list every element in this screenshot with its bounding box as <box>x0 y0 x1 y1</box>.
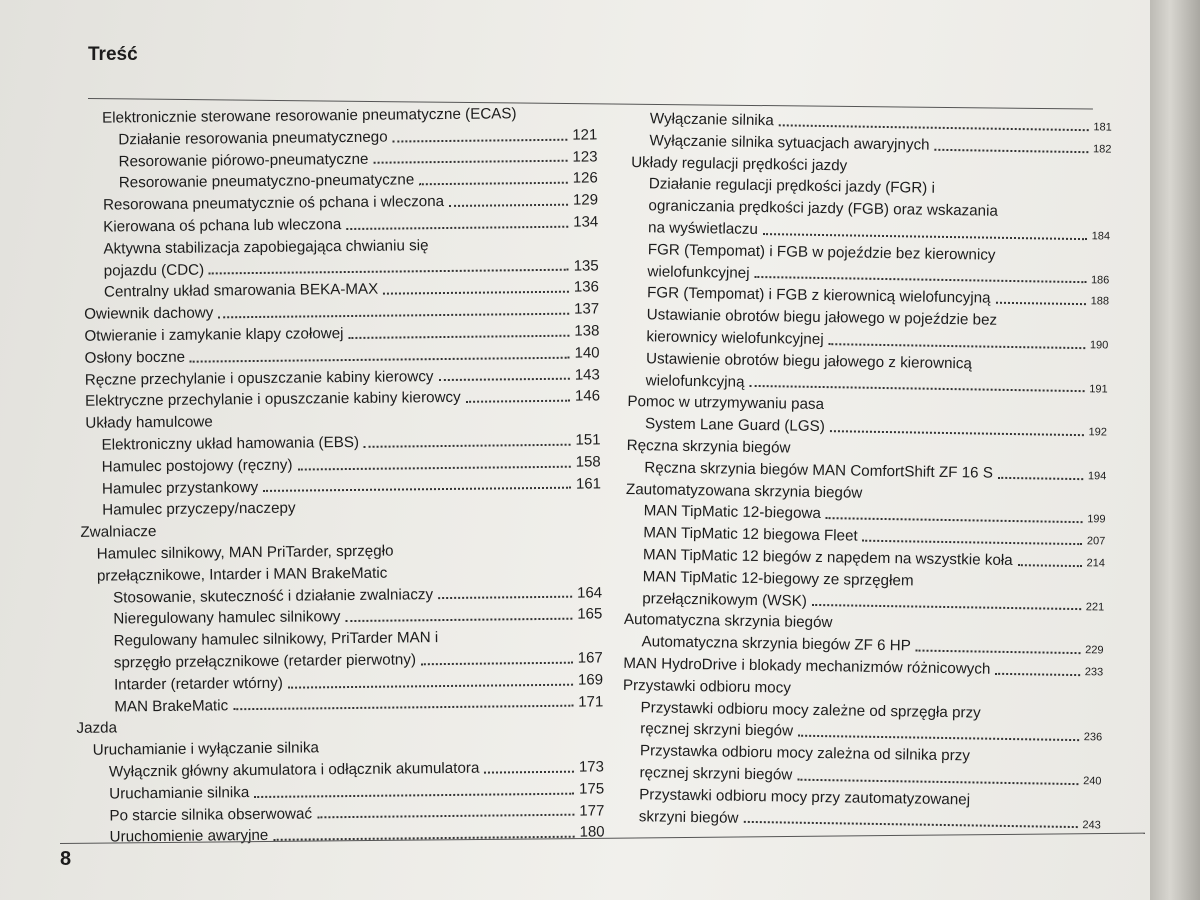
toc-dot-leader <box>218 313 569 319</box>
toc-entry-title: Uruchomienie awaryjne <box>109 827 269 846</box>
toc-dot-leader <box>288 683 573 688</box>
toc-entry-title: Stosowanie, skuteczność i działanie zwalniaczy <box>113 585 434 607</box>
toc-page-number: 137 <box>574 300 600 318</box>
toc-dot-leader <box>863 540 1082 545</box>
toc-entry-title: Przystawka odbioru mocy zależna od silnika przy <box>639 742 971 765</box>
toc-entry-title: Działanie resorowania pneumatycznego <box>118 128 388 149</box>
toc-entry-title: na wyświetlaczu <box>647 219 758 238</box>
toc-page-number: 151 <box>575 431 601 449</box>
toc-dot-leader <box>826 517 1082 523</box>
toc-page-number: 126 <box>572 169 598 188</box>
toc-page-number: 134 <box>573 213 599 231</box>
toc-dot-leader <box>438 596 572 599</box>
toc-page-number: 184 <box>1091 230 1111 243</box>
toc-dot-leader <box>797 778 1078 784</box>
toc-entry-title: MAN HydroDrive i blokady mechanizmów różnicowych <box>623 654 991 678</box>
toc-dot-leader <box>345 618 572 622</box>
toc-entry-title: ręcznej skrzyni biegów <box>639 764 793 784</box>
toc-page-number: 229 <box>1085 644 1104 657</box>
toc-page-number: 236 <box>1083 731 1103 744</box>
toc-page-number: 143 <box>574 365 600 384</box>
toc-entry-title: MAN TipMatic 12-biegowy ze sprzęgłem <box>642 567 914 590</box>
toc-dot-leader <box>749 385 1084 392</box>
toc-dot-leader <box>754 276 1085 283</box>
toc-right-column <box>621 108 1112 835</box>
toc-entry-title: Resorowanie piórowo-pneumatyczne <box>118 150 369 171</box>
toc-entry-title: MAN BrakeMatic <box>114 696 229 716</box>
next-page-edge <box>1150 0 1200 900</box>
toc-page-number: 123 <box>572 147 598 166</box>
toc-page-number: 182 <box>1092 143 1112 156</box>
toc-page-number: 173 <box>578 758 605 776</box>
page-number: 8 <box>60 848 72 870</box>
toc-dot-leader <box>484 770 574 773</box>
toc-entry-title: Otwieranie i zamykanie klapy czołowej <box>84 325 344 345</box>
toc-entry-title: Aktywna stabilizacja zapobiegająca chwianiu się <box>103 236 429 258</box>
toc-entry-title: Układy hamulcowe <box>85 413 213 432</box>
toc-entry-title: Wyłącznik główny akumulatora i odłącznik akumulatora <box>108 759 480 781</box>
toc-page-number: 138 <box>574 322 600 340</box>
toc-entry-title: przełącznikowe, Intarder i MAN BrakeMatic <box>96 564 388 585</box>
toc-page-number: 158 <box>575 453 601 471</box>
toc-page-number: 194 <box>1087 469 1107 483</box>
toc-entry-title: Pomoc w utrzymywaniu pasa <box>627 393 825 414</box>
toc-page-number: 165 <box>577 605 603 623</box>
toc-left-column <box>62 102 605 849</box>
toc-entry-title: Ręczna skrzynia biegów MAN ComfortShift ZF 16 S <box>644 458 994 482</box>
toc-dot-leader <box>439 378 570 381</box>
toc-entry-title: Przystawki odbioru mocy <box>622 676 792 697</box>
toc-entry-title: ograniczania prędkości jazdy (FGB) oraz wskazania <box>648 197 999 220</box>
toc-dot-leader <box>263 487 571 492</box>
toc-dot-leader <box>364 444 571 448</box>
toc-entry-title: Hamulec silnikowy, MAN PriTarder, sprzęgło <box>96 542 394 563</box>
toc-entry-title: ręcznej skrzyni biegów <box>640 720 794 740</box>
toc-page-number: 121 <box>572 126 598 144</box>
toc-entry-title: Po starcie silnika obserwować <box>109 804 313 825</box>
toc-entry-title: Przystawki odbioru mocy zależne od sprzęgła przy <box>640 698 981 722</box>
toc-page-number: 199 <box>1087 513 1106 526</box>
toc-dot-leader <box>779 124 1089 131</box>
toc-page-number: 181 <box>1093 121 1112 134</box>
toc-page-number: 214 <box>1086 557 1105 570</box>
toc-entry-title: Zautomatyzowana skrzynia biegów <box>625 480 863 502</box>
toc-entry-title: MAN TipMatic 12 biegowa Fleet <box>643 524 858 545</box>
toc-page-number: 233 <box>1084 666 1104 679</box>
toc-dot-leader <box>346 226 568 230</box>
toc-page-number: 164 <box>576 583 603 602</box>
toc-page-number: 243 <box>1082 818 1101 831</box>
toc-entry-title: Uruchamianie silnika <box>109 783 250 803</box>
toc-page-number: 129 <box>572 191 599 209</box>
toc-entry-title: Kierowana oś pchana lub wleczona <box>103 216 342 236</box>
toc-page-number: 161 <box>575 474 602 493</box>
toc-entry-title: kierownicy wielofunkcyjnej <box>646 328 824 349</box>
toc-dot-leader <box>934 148 1088 152</box>
toc-entry-title: wielofunkcyjną <box>645 371 745 391</box>
toc-entry-title: Działanie regulacji prędkości jazdy (FGR) i <box>648 175 936 198</box>
toc-page-number: 135 <box>573 256 599 275</box>
toc-entry-title: Ręczne przechylanie i opuszczanie kabiny kierowcy <box>84 367 434 389</box>
toc-page-number: 207 <box>1086 535 1106 548</box>
toc-entry-title: skrzyni biegów <box>638 807 739 827</box>
toc-dot-leader <box>916 650 1080 655</box>
toc-dot-leader <box>763 233 1087 240</box>
toc-entry-title: Resorowana pneumatycznie oś pchana i wleczona <box>102 193 445 214</box>
toc-entry-title: Owiewnik dachowy <box>84 304 214 323</box>
toc-dot-leader <box>383 291 569 295</box>
toc-dot-leader <box>830 430 1084 436</box>
toc-entry-title: Elektronicznie sterowane resorowanie pneumatyczne (ECAS) <box>102 105 517 127</box>
toc-entry-title: Jazda <box>76 719 118 738</box>
toc-entry-title: Ręczna skrzynia biegów <box>626 436 791 457</box>
toc-entry-title: Wyłączanie silnika sytuacjach awaryjnych <box>649 132 930 154</box>
toc-dot-leader <box>995 673 1080 676</box>
toc-dot-leader <box>317 814 574 819</box>
toc-dot-leader <box>798 735 1079 741</box>
toc-page-number: 186 <box>1090 273 1110 287</box>
toc-page-number: 146 <box>574 387 601 406</box>
toc-entry-title: Automatyczna skrzynia biegów ZF 6 HP <box>641 633 911 655</box>
toc-dot-leader <box>393 138 568 142</box>
toc-page-number: 190 <box>1089 339 1109 352</box>
toc-page-number: 177 <box>579 801 605 820</box>
toc-dot-leader <box>373 160 567 164</box>
toc-entry-title: Resorowanie pneumatyczno-pneumatyczne <box>118 171 415 192</box>
toc-entry-title: Regulowany hamulec silnikowy, PriTarder MAN i <box>113 629 439 650</box>
toc-entry-title: przełącznikowym (WSK) <box>642 589 807 610</box>
page-title: Treść <box>88 44 138 65</box>
toc-dot-leader <box>233 705 573 711</box>
toc-entry-title: Automatyczna skrzynia biegów <box>623 611 833 632</box>
toc-entry-title: Układy regulacji prędkości jazdy <box>631 153 848 174</box>
toc-page-number: 240 <box>1083 775 1102 788</box>
toc-dot-leader <box>421 661 573 665</box>
toc-dot-leader <box>190 356 570 362</box>
toc-entry-title: Ustawienie obrotów biegu jałowego z kierownicą <box>645 350 973 373</box>
toc-entry-title: pojazdu (CDC) <box>103 261 205 280</box>
toc-dot-leader <box>419 182 567 186</box>
toc-page-number: 191 <box>1089 382 1108 396</box>
toc-entry-title: MAN TipMatic 12-biegowa <box>643 502 822 523</box>
toc-page-number: 167 <box>577 649 603 667</box>
toc-entry-title: Zwalniacze <box>80 523 157 541</box>
toc-entry-title: Elektroniczny układ hamowania (EBS) <box>101 433 360 454</box>
toc-dot-leader <box>298 465 571 470</box>
toc-entry-title: Elektryczne przechylanie i opuszczanie kabiny kierowcy <box>84 389 461 411</box>
toc-dot-leader <box>998 476 1083 479</box>
toc-entry <box>70 822 605 849</box>
toc-page-number: 169 <box>577 671 604 689</box>
toc-entry-title: Ustawianie obrotów biegu jałowego w pojeździe bez <box>646 306 998 329</box>
toc-entry-title: Hamulec postojowy (ręczny) <box>101 456 293 476</box>
toc-dot-leader <box>812 604 1081 610</box>
toc-dot-leader <box>1018 564 1082 567</box>
toc-page-number: 140 <box>574 344 600 362</box>
toc-entry-title: Uruchamianie i wyłączanie silnika <box>92 739 320 759</box>
toc-page-number: 180 <box>579 823 605 841</box>
toc-entry-title: Wyłączanie silnika <box>649 110 774 130</box>
toc-dot-leader <box>449 204 568 207</box>
toc-entry-title: Hamulec przystankowy <box>101 478 259 498</box>
toc-entry-title: sprzęgło przełącznikowe (retarder pierwotny) <box>113 651 417 672</box>
toc-dot-leader <box>995 302 1085 305</box>
toc-entry-title: FGR (Tempomat) i FGB w pojeździe bez kierownicy <box>647 241 996 264</box>
toc-entry-title: wielofunkcyjnej <box>647 262 750 282</box>
toc-entry-title: Intarder (retarder wtórny) <box>113 674 283 694</box>
toc-entry-title: FGR (Tempomat) i FGB z kierownicą wielofuncyjną <box>646 284 991 308</box>
toc-dot-leader <box>209 269 569 275</box>
toc-entry-title: Przystawki odbioru mocy przy zautomatyzowanej <box>639 785 971 809</box>
toc-page-number: 192 <box>1088 426 1108 439</box>
toc-entry-title: Nieregulowany hamulec silnikowy <box>113 608 341 628</box>
toc-dot-leader <box>466 400 570 403</box>
toc-entry-title: System Lane Guard (LGS) <box>644 415 825 436</box>
toc-dot-leader <box>254 792 574 797</box>
toc-dot-leader <box>829 343 1085 349</box>
toc-dot-leader <box>349 335 570 339</box>
toc-page-number: 221 <box>1085 600 1105 614</box>
toc-page-number: 175 <box>579 780 605 798</box>
toc-entry-title: Osłony boczne <box>84 348 186 367</box>
toc-entry-title: Centralny układ smarowania BEKA-MAX <box>103 281 379 301</box>
toc-entry-title: MAN TipMatic 12 biegów z napędem na wszystkie koła <box>642 546 1013 569</box>
toc-page-number: 171 <box>578 692 604 711</box>
toc-dot-leader <box>743 821 1077 828</box>
toc-page-number: 136 <box>573 278 599 297</box>
toc-entry-title: Hamulec przyczepy/naczepy <box>102 499 296 519</box>
toc-page-number: 188 <box>1090 295 1110 308</box>
